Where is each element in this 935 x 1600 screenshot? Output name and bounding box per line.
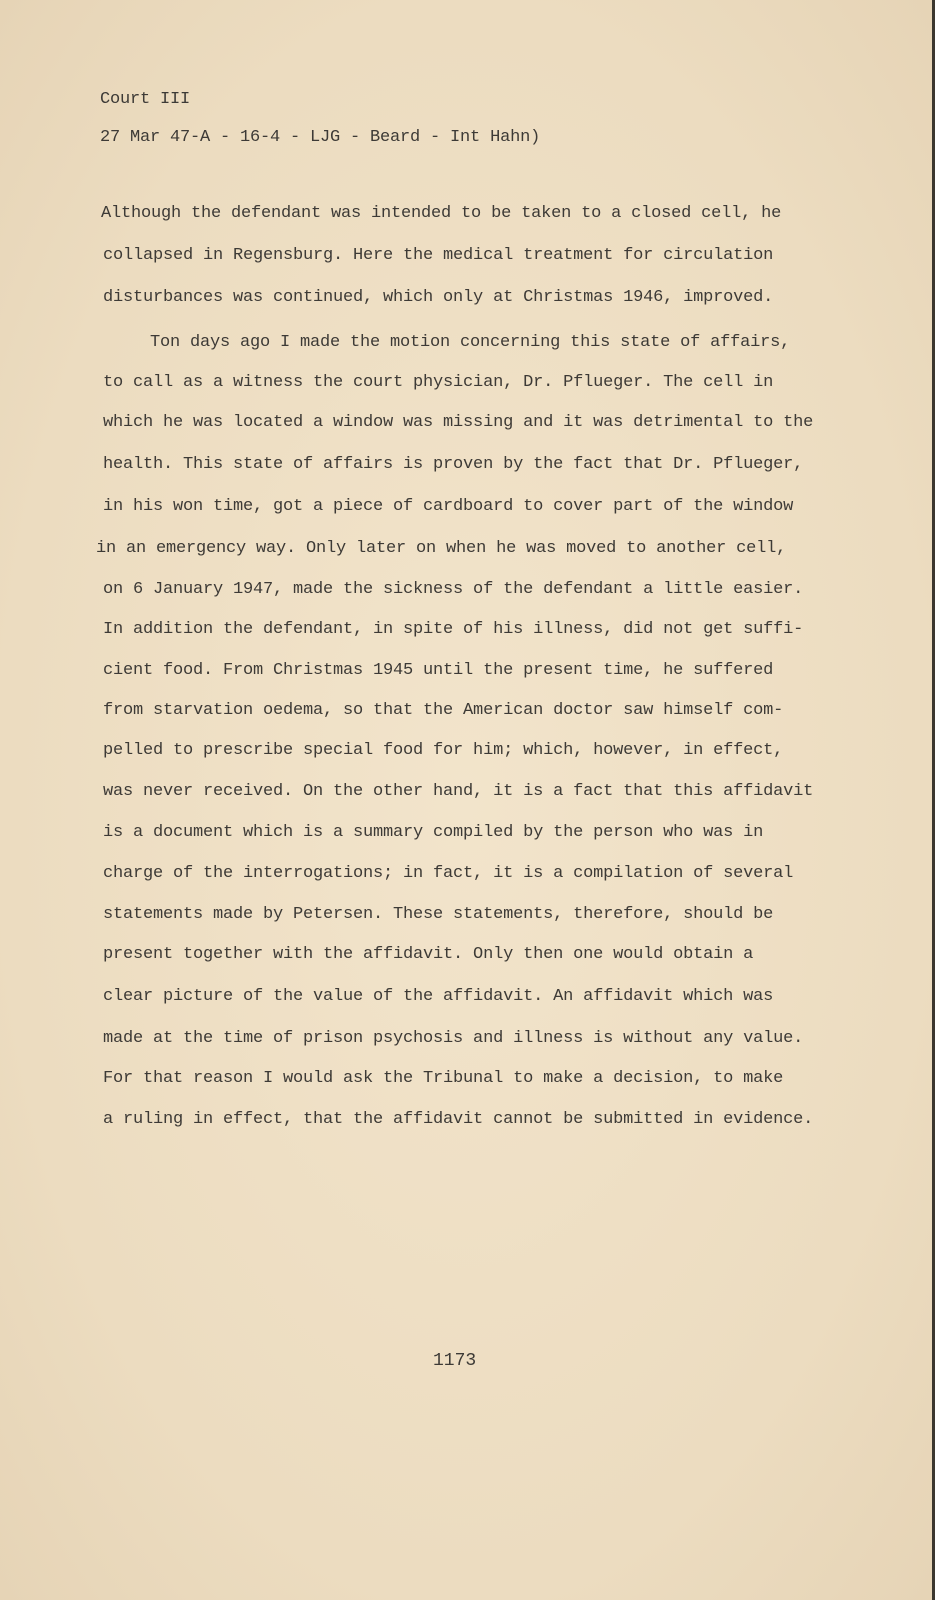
body-line: disturbances was continued, which only at Christmas 1946, improved. (103, 288, 774, 307)
body-line: which he was located a window was missing and it was detrimental to the (103, 413, 814, 432)
body-line: is a document which is a summary compiled by the person who was in (103, 823, 764, 842)
body-line: For that reason I would ask the Tribunal to make a decision, to make (103, 1069, 784, 1088)
body-line: Ton days ago I made the motion concerning this state of affairs, (150, 333, 791, 352)
body-line: in his won time, got a piece of cardboard to cover part of the window (103, 497, 794, 516)
body-line: was never received. On the other hand, it is a fact that this affidavit (103, 782, 814, 801)
body-line: a ruling in effect, that the affidavit cannot be submitted in evidence. (103, 1110, 814, 1129)
body-line: charge of the interrogations; in fact, it is a compilation of several (103, 864, 794, 883)
body-line: statements made by Petersen. These statements, therefore, should be (103, 905, 774, 924)
body-line: health. This state of affairs is proven by the fact that Dr. Pflueger, (103, 455, 804, 474)
body-line: on 6 January 1947, made the sickness of the defendant a little easier. (103, 580, 804, 599)
body-line: to call as a witness the court physician, Dr. Pflueger. The cell in (103, 373, 774, 392)
body-line: in an emergency way. Only later on when he was moved to another cell, (96, 539, 787, 558)
body-line: pelled to prescribe special food for him; which, however, in effect, (103, 741, 784, 760)
court-label: Court III (100, 90, 191, 109)
body-line: Although the defendant was intended to be taken to a closed cell, he (101, 204, 782, 223)
body-line: from starvation oedema, so that the American doctor saw himself com- (103, 701, 784, 720)
transcript-reference: 27 Mar 47-A - 16-4 - LJG - Beard - Int Hahn) (100, 128, 541, 147)
body-line: clear picture of the value of the affidavit. An affidavit which was (103, 987, 774, 1006)
body-line: cient food. From Christmas 1945 until the present time, he suffered (103, 661, 774, 680)
body-line: present together with the affidavit. Only then one would obtain a (103, 945, 754, 964)
body-line: made at the time of prison psychosis and illness is without any value. (103, 1029, 804, 1048)
body-line: collapsed in Regensburg. Here the medical treatment for circulation (103, 246, 774, 265)
page-number: 1173 (433, 1351, 477, 1371)
body-line: In addition the defendant, in spite of his illness, did not get suffi- (103, 620, 804, 639)
